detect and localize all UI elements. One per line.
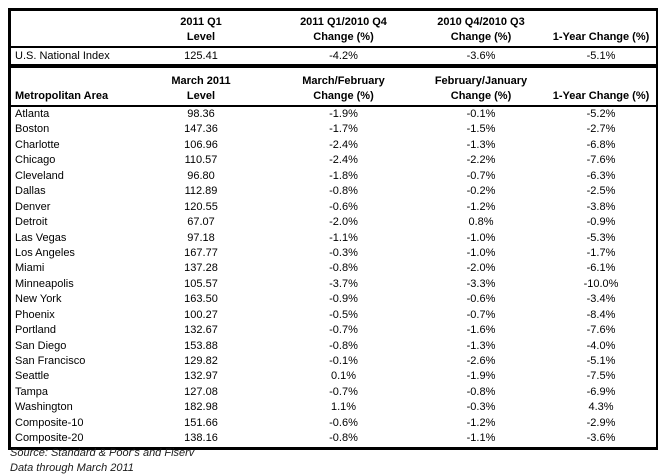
level-cell: 98.36 <box>187 108 215 120</box>
prev-mom-change-cell: -0.8% <box>466 385 496 398</box>
quarterly-header-prev-q-change <box>416 13 546 45</box>
metro-area-cell: Detroit <box>15 216 48 229</box>
one-year-change-cell: -8.4% <box>586 308 616 321</box>
monthly-header-prev-mom-line2: Change (%) <box>450 90 512 102</box>
table-row <box>11 339 656 354</box>
prev-mom-change-cell: -0.2% <box>466 185 496 198</box>
table-row <box>11 153 656 168</box>
table-row <box>11 215 656 230</box>
mom-change-cell: -0.1% <box>329 355 358 367</box>
level-cell: 106.96 <box>184 138 218 151</box>
monthly-header-one-year <box>546 72 656 104</box>
one-year-change-cell: -4.0% <box>586 339 616 352</box>
quarterly-header-corner <box>11 13 131 45</box>
table-row <box>11 138 656 153</box>
one-year-change-cell: -2.9% <box>586 416 616 429</box>
prev-mom-change-cell: -0.6% <box>466 293 496 306</box>
mom-change-cell: -1.9% <box>329 108 358 120</box>
one-year-change-cell: -1.7% <box>586 246 616 259</box>
one-year-change-cell: -10.0% <box>583 277 619 290</box>
level-cell: 132.67 <box>184 324 218 337</box>
table-row <box>11 231 656 246</box>
one-year-change-cell: -3.4% <box>586 293 616 306</box>
metro-area-cell: Cleveland <box>15 169 64 182</box>
level-cell: 100.27 <box>184 308 218 321</box>
mom-change-cell: -0.8% <box>329 262 358 275</box>
one-year-change-cell: -5.2% <box>586 108 616 120</box>
mom-change-cell: -0.8% <box>329 432 358 445</box>
one-year-change-cell: -6.3% <box>586 169 616 182</box>
one-year-change-cell: -5.1% <box>586 355 616 367</box>
monthly-header-area-label: Metropolitan Area <box>15 90 109 102</box>
metro-area-cell: Minneapolis <box>15 277 74 290</box>
level-cell: 127.08 <box>184 385 218 398</box>
level-cell: 153.88 <box>184 339 218 352</box>
level-cell: 129.82 <box>184 355 218 367</box>
monthly-header-one-year-label: 1-Year Change (%) <box>552 90 650 102</box>
one-year-change-cell: -6.9% <box>586 385 616 398</box>
metro-area-cell: Denver <box>15 200 51 213</box>
level-cell: 105.57 <box>184 277 218 290</box>
metro-area-cell: San Diego <box>15 339 67 352</box>
quarterly-header-prev-q-change-line2: Change (%) <box>450 31 512 43</box>
quarterly-header-level-line1: 2011 Q1 <box>180 16 222 28</box>
metro-area-cell: Composite-20 <box>15 432 84 445</box>
prev-mom-change-cell: -1.2% <box>466 200 496 213</box>
mom-change-cell: -2.0% <box>329 216 358 229</box>
table-row <box>11 385 656 400</box>
quarterly-header-q-change-line1: 2011 Q1/2010 Q4 <box>300 16 387 28</box>
mom-change-cell: -0.8% <box>329 185 358 198</box>
metro-area-cell: Dallas <box>15 185 46 198</box>
mom-change-cell: -0.8% <box>329 339 358 352</box>
metro-area-cell: Washington <box>15 401 73 414</box>
prev-mom-change-cell: -1.1% <box>466 432 496 445</box>
quarterly-header-one-year-label: 1-Year Change (%) <box>552 31 650 43</box>
monthly-header-mom-line1: March/February <box>302 75 385 87</box>
mom-change-cell: -0.6% <box>329 200 358 213</box>
table-row <box>11 169 656 184</box>
level-cell: 132.97 <box>184 370 218 383</box>
metro-area-cell: Las Vegas <box>15 231 67 244</box>
metro-area-cell: Phoenix <box>15 308 55 321</box>
monthly-header-area <box>11 72 131 104</box>
table-row <box>11 107 656 122</box>
one-year-change-cell: -7.6% <box>586 324 616 337</box>
prev-mom-change-cell: -1.9% <box>466 370 496 383</box>
prev-mom-change-cell: -1.0% <box>466 231 496 244</box>
prev-mom-change-cell: -3.3% <box>466 277 496 290</box>
metro-area-cell: San Francisco <box>15 355 86 367</box>
metro-area-cell: Los Angeles <box>15 246 75 259</box>
quarterly-header-one-year <box>546 13 656 45</box>
metro-area-cell: Tampa <box>15 385 49 398</box>
mom-change-cell: 0.1% <box>330 370 357 383</box>
metro-area-cell: Miami <box>15 262 45 275</box>
metro-area-cell: Charlotte <box>15 138 60 151</box>
us-index-level: 125.41 <box>184 50 218 62</box>
footnote <box>10 446 194 475</box>
mom-change-cell: -0.7% <box>329 385 358 398</box>
mom-change-cell: -1.1% <box>329 231 358 244</box>
prev-mom-change-cell: -2.6% <box>466 355 496 367</box>
monthly-header-level-line1: March 2011 <box>171 75 231 87</box>
table-row <box>11 416 656 431</box>
metro-area-cell: Seattle <box>15 370 50 383</box>
level-cell: 137.28 <box>184 262 218 275</box>
quarterly-header-prev-q-change-line1: 2010 Q4/2010 Q3 <box>437 16 525 28</box>
quarterly-header-q-change <box>271 13 416 45</box>
source-note: Source: Standard & Poor's and Fiserv <box>10 447 195 459</box>
prev-mom-change-cell: -0.7% <box>466 308 496 321</box>
one-year-change-cell: -3.8% <box>586 200 616 213</box>
us-index-prev-q-change: -3.6% <box>466 50 496 62</box>
one-year-change-cell: -3.6% <box>586 432 616 445</box>
prev-mom-change-cell: -2.2% <box>466 154 496 167</box>
mom-change-cell: -1.8% <box>329 169 358 182</box>
mom-change-cell: -0.3% <box>329 246 358 259</box>
mom-change-cell: -0.9% <box>329 293 358 306</box>
level-cell: 167.77 <box>184 246 218 259</box>
prev-mom-change-cell: -0.7% <box>466 169 496 182</box>
prev-mom-change-cell: -1.6% <box>466 324 496 337</box>
mom-change-cell: -2.4% <box>329 138 358 151</box>
monthly-header-prev-mom <box>416 72 546 104</box>
quarterly-header-level <box>131 13 271 45</box>
quarterly-header-level-line2: Level <box>186 31 216 43</box>
table-row <box>11 323 656 338</box>
level-cell: 96.80 <box>187 169 215 182</box>
us-index-q-change: -4.2% <box>329 50 358 62</box>
level-cell: 163.50 <box>184 293 218 306</box>
prev-mom-change-cell: -1.0% <box>466 246 496 259</box>
metro-area-cell: Chicago <box>15 154 56 167</box>
metro-area-cell: Portland <box>15 324 56 337</box>
level-cell: 97.18 <box>187 231 215 244</box>
prev-mom-change-cell: -2.0% <box>466 262 496 275</box>
level-cell: 67.07 <box>187 216 215 229</box>
mom-change-cell: -0.7% <box>329 324 358 337</box>
monthly-header-prev-mom-line1: February/January <box>434 75 528 87</box>
mom-change-cell: -2.4% <box>329 154 358 167</box>
us-index-label: U.S. National Index <box>15 50 110 62</box>
prev-mom-change-cell: -0.3% <box>466 401 496 414</box>
us-index-one-year: -5.1% <box>586 50 616 62</box>
level-cell: 182.98 <box>184 401 218 414</box>
quarterly-header-q-change-line2: Change (%) <box>313 31 374 43</box>
prev-mom-change-cell: 0.8% <box>468 216 494 229</box>
level-cell: 151.66 <box>184 416 218 429</box>
one-year-change-cell: -6.8% <box>586 138 616 151</box>
level-cell: 120.55 <box>184 200 218 213</box>
prev-mom-change-cell: -1.2% <box>466 416 496 429</box>
table-row <box>11 354 656 369</box>
table-row <box>11 277 656 292</box>
one-year-change-cell: 4.3% <box>588 401 614 414</box>
level-cell: 138.16 <box>184 432 218 445</box>
table-row <box>11 292 656 307</box>
monthly-header-mom <box>271 72 416 104</box>
monthly-header-mom-line2: Change (%) <box>313 90 374 102</box>
table-row <box>11 122 656 137</box>
metro-area-cell: New York <box>15 293 62 306</box>
mom-change-cell: -1.7% <box>329 123 358 136</box>
table-row <box>11 261 656 276</box>
one-year-change-cell: -0.9% <box>586 216 616 229</box>
quarterly-header-row <box>11 11 656 48</box>
monthly-header-row <box>11 68 656 107</box>
one-year-change-cell: -7.5% <box>586 370 616 383</box>
one-year-change-cell: -5.3% <box>586 231 616 244</box>
us-national-index-row <box>11 48 656 68</box>
one-year-change-cell: -6.1% <box>586 262 616 275</box>
prev-mom-change-cell: -1.3% <box>466 138 496 151</box>
mom-change-cell: 1.1% <box>330 401 357 414</box>
table-row <box>11 369 656 384</box>
metro-rows <box>11 107 656 447</box>
prev-mom-change-cell: -1.5% <box>466 123 496 136</box>
metro-area-cell: Boston <box>15 123 50 136</box>
level-cell: 147.36 <box>184 123 218 136</box>
level-cell: 110.57 <box>184 154 218 167</box>
table-row <box>11 400 656 415</box>
metro-area-cell: Atlanta <box>15 108 50 120</box>
mom-change-cell: -0.5% <box>329 308 358 321</box>
metro-area-cell: Composite-10 <box>15 416 84 429</box>
one-year-change-cell: -2.7% <box>586 123 616 136</box>
monthly-header-level <box>131 72 271 104</box>
monthly-header-level-line2: Level <box>186 90 216 102</box>
table-row <box>11 184 656 199</box>
table-row <box>11 431 656 446</box>
table-row <box>11 308 656 323</box>
mom-change-cell: -3.7% <box>329 277 358 290</box>
one-year-change-cell: -2.5% <box>586 185 616 198</box>
table-row <box>11 246 656 261</box>
home-price-index-table <box>8 8 658 450</box>
mom-change-cell: -0.6% <box>329 416 358 429</box>
table-row <box>11 200 656 215</box>
prev-mom-change-cell: -1.3% <box>466 339 496 352</box>
one-year-change-cell: -7.6% <box>586 154 616 167</box>
level-cell: 112.89 <box>184 185 218 198</box>
prev-mom-change-cell: -0.1% <box>466 108 496 120</box>
data-through-note: Data through March 2011 <box>10 462 134 474</box>
